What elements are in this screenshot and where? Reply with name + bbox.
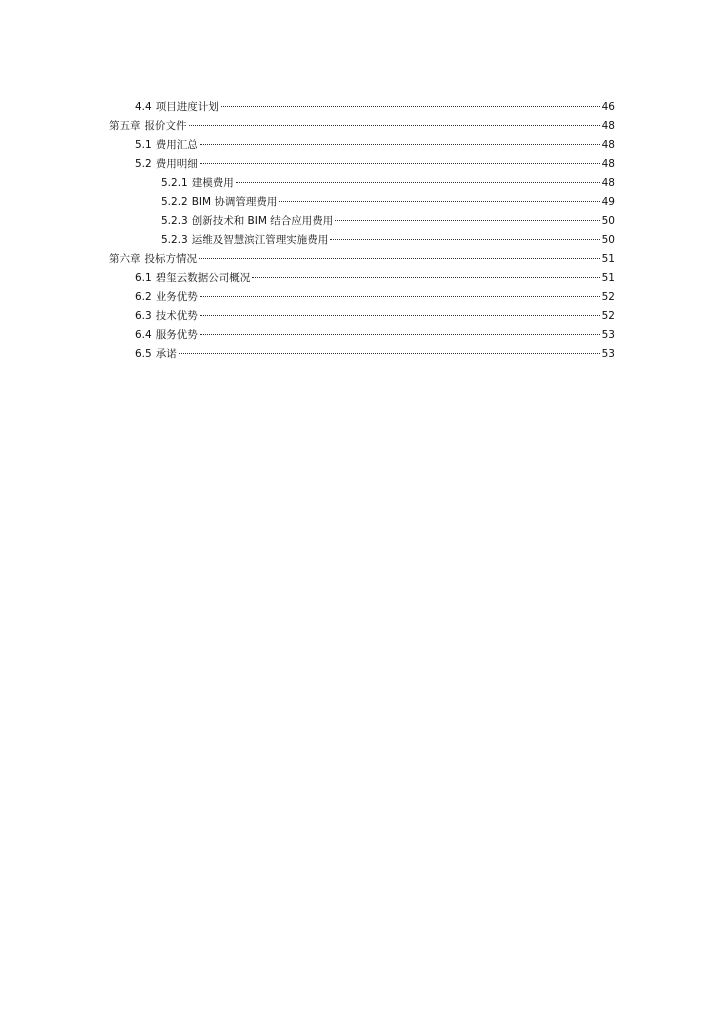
toc-entry-5-2[interactable]	[0, 155, 724, 174]
toc-entry-number: 5.1	[135, 139, 152, 151]
toc-entry-label: 项目进度计划	[155, 101, 219, 113]
toc-entry-title	[135, 136, 198, 155]
toc-entry-number: 5.2	[135, 158, 152, 170]
toc-page-number: 46	[601, 101, 615, 113]
toc-entry-number: 6.4	[135, 329, 152, 341]
toc-page-number: 50	[601, 215, 615, 227]
dot-leader	[189, 125, 600, 126]
toc-entry-label: 创新技术和 BIM 结合应用费用	[191, 215, 334, 227]
dot-leader	[252, 277, 599, 278]
toc-entry-title	[161, 174, 234, 193]
toc-entry-title	[161, 193, 277, 212]
toc-entry-5-2-3-innovation[interactable]	[0, 212, 724, 231]
dot-leader	[200, 296, 600, 297]
toc-entry-number: 第五章	[109, 120, 141, 132]
toc-entry-number: 第六章	[109, 253, 141, 265]
toc-entry-number: 5.2.3	[161, 234, 188, 246]
dot-leader	[199, 258, 600, 259]
toc-page-number: 50	[601, 234, 615, 246]
toc-page-number: 51	[601, 253, 615, 265]
toc-page-number: 48	[601, 158, 615, 170]
toc-entry-5-2-1[interactable]	[0, 174, 724, 193]
toc-entry-title	[135, 345, 177, 364]
toc-entry-5-2-3-operations[interactable]	[0, 231, 724, 250]
toc-page-number: 48	[601, 139, 615, 151]
toc-entry-number: 5.2.2	[161, 196, 188, 208]
toc-entry-title	[135, 307, 198, 326]
toc-entry-chapter-5[interactable]	[0, 117, 724, 136]
table-of-contents	[0, 98, 724, 364]
toc-entry-number: 5.2.3	[161, 215, 188, 227]
toc-entry-label: 投标方情况	[144, 253, 197, 265]
toc-entry-title	[109, 250, 197, 269]
toc-entry-number: 5.2.1	[161, 177, 188, 189]
dot-leader	[200, 334, 600, 335]
toc-entry-label: 业务优势	[155, 291, 198, 303]
toc-entry-label: 技术优势	[155, 310, 198, 322]
toc-page-number: 52	[601, 291, 615, 303]
toc-entry-label: 运维及智慧滨江管理实施费用	[191, 234, 329, 246]
toc-entry-number: 4.4	[135, 101, 152, 113]
toc-entry-6-5[interactable]	[0, 345, 724, 364]
toc-page-number: 52	[601, 310, 615, 322]
toc-page-number: 53	[601, 348, 615, 360]
toc-entry-6-3[interactable]	[0, 307, 724, 326]
toc-entry-label: 费用汇总	[155, 139, 198, 151]
toc-entry-6-2[interactable]	[0, 288, 724, 307]
dot-leader	[200, 163, 600, 164]
toc-entry-6-1[interactable]	[0, 269, 724, 288]
toc-entry-number: 6.5	[135, 348, 152, 360]
toc-entry-4-4[interactable]	[0, 98, 724, 117]
toc-entry-title	[161, 212, 333, 231]
toc-entry-title	[135, 269, 250, 288]
toc-entry-label: 服务优势	[155, 329, 198, 341]
toc-entry-label: 报价文件	[144, 120, 187, 132]
dot-leader	[330, 239, 599, 240]
toc-entry-number: 6.1	[135, 272, 152, 284]
toc-entry-chapter-6[interactable]	[0, 250, 724, 269]
toc-entry-number: 6.3	[135, 310, 152, 322]
toc-page-number: 48	[601, 120, 615, 132]
toc-entry-label: BIM 协调管理费用	[191, 196, 278, 208]
toc-page-number: 48	[601, 177, 615, 189]
toc-entry-label: 承诺	[155, 348, 177, 360]
dot-leader	[279, 201, 599, 202]
toc-entry-title	[109, 117, 187, 136]
dot-leader	[200, 144, 600, 145]
toc-entry-label: 建模费用	[191, 177, 234, 189]
dot-leader	[236, 182, 600, 183]
dot-leader	[179, 353, 600, 354]
toc-entry-label: 费用明细	[155, 158, 198, 170]
toc-entry-label: 碧玺云数据公司概况	[155, 272, 251, 284]
toc-entry-title	[135, 98, 219, 117]
toc-entry-title	[161, 231, 328, 250]
toc-entry-5-1[interactable]	[0, 136, 724, 155]
toc-entry-6-4[interactable]	[0, 326, 724, 345]
dot-leader	[335, 220, 599, 221]
toc-page-number: 49	[601, 196, 615, 208]
toc-entry-title	[135, 326, 198, 345]
toc-page-number: 51	[601, 272, 615, 284]
dot-leader	[221, 106, 600, 107]
toc-entry-5-2-2[interactable]	[0, 193, 724, 212]
toc-entry-number: 6.2	[135, 291, 152, 303]
toc-entry-title	[135, 288, 198, 307]
dot-leader	[200, 315, 600, 316]
toc-entry-title	[135, 155, 198, 174]
toc-page-number: 53	[601, 329, 615, 341]
